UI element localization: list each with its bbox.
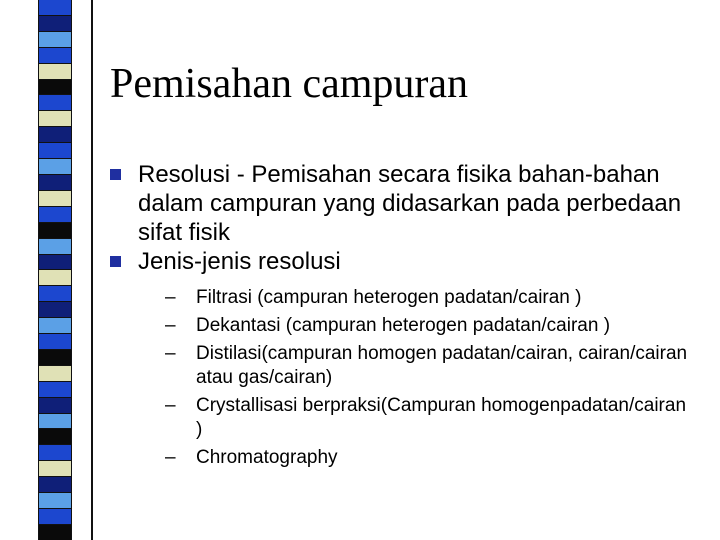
stripe-segment	[39, 64, 71, 80]
bullet-text: Jenis-jenis resolusi	[138, 248, 341, 275]
stripe-segment	[39, 445, 71, 461]
dash-bullet-icon: –	[165, 287, 176, 308]
bullet-list	[110, 160, 690, 474]
stripe-segment	[39, 32, 71, 48]
stripe-segment	[39, 318, 71, 334]
bullet-item-resolusi	[110, 160, 690, 247]
stripe-segment	[39, 159, 71, 175]
vertical-divider-line	[91, 0, 93, 540]
stripe-segment	[39, 239, 71, 255]
sub-item-crystallisasi	[165, 394, 690, 442]
square-bullet-icon	[110, 169, 121, 180]
dash-bullet-icon: –	[165, 395, 176, 416]
stripe-segment	[39, 429, 71, 445]
sub-item-distilasi	[165, 342, 690, 390]
stripe-segment	[39, 334, 71, 350]
stripe-segment	[39, 366, 71, 382]
stripe-segment	[39, 223, 71, 239]
stripe-segment	[39, 493, 71, 509]
stripe-segment	[39, 477, 71, 493]
stripe-segment	[39, 127, 71, 143]
stripe-segment	[39, 207, 71, 223]
stripe-segment	[39, 16, 71, 32]
sub-item-text: Crystallisasi berpraksi(Campuran homogenpadatan/cairan )	[196, 395, 687, 440]
stripe-segment	[39, 255, 71, 271]
bullet-text: Resolusi - Pemisahan secara fisika bahan-bahan dalam campuran yang didasarkan pada perbedaan sifat fisik	[138, 161, 682, 246]
stripe-segment	[39, 286, 71, 302]
slide-title: Pemisahan campuran	[110, 61, 469, 107]
stripe-segment	[39, 461, 71, 477]
stripe-segment	[39, 175, 71, 191]
sub-item-chromatography	[165, 446, 690, 470]
stripe-segment	[39, 525, 71, 540]
stripe-segment	[39, 509, 71, 525]
bullet-item-jenis-resolusi	[110, 247, 690, 470]
stripe-segment	[39, 414, 71, 430]
stripe-segment	[39, 382, 71, 398]
sub-bullet-list	[138, 286, 690, 470]
dash-bullet-icon: –	[165, 447, 176, 468]
sub-item-text: Filtrasi (campuran heterogen padatan/cairan )	[196, 287, 582, 308]
sub-item-text: Dekantasi (campuran heterogen padatan/cairan )	[196, 315, 611, 336]
stripe-segment	[39, 0, 71, 16]
stripe-segment	[39, 48, 71, 64]
sub-item-dekantasi	[165, 314, 690, 338]
stripe-segment	[39, 350, 71, 366]
dash-bullet-icon: –	[165, 343, 176, 364]
stripe-segment	[39, 80, 71, 96]
stripe-segment	[39, 191, 71, 207]
dash-bullet-icon: –	[165, 315, 176, 336]
stripe-segment	[39, 302, 71, 318]
sub-item-filtrasi	[165, 286, 690, 310]
stripe-segment	[39, 111, 71, 127]
stripe-segment	[39, 270, 71, 286]
decorative-stripe-bar	[38, 0, 72, 540]
stripe-segment	[39, 143, 71, 159]
sub-item-text: Chromatography	[196, 447, 338, 468]
stripe-segment	[39, 398, 71, 414]
stripe-segment	[39, 95, 71, 111]
sub-item-text: Distilasi(campuran homogen padatan/cairan, cairan/cairan atau gas/cairan)	[196, 343, 688, 388]
square-bullet-icon	[110, 256, 121, 267]
